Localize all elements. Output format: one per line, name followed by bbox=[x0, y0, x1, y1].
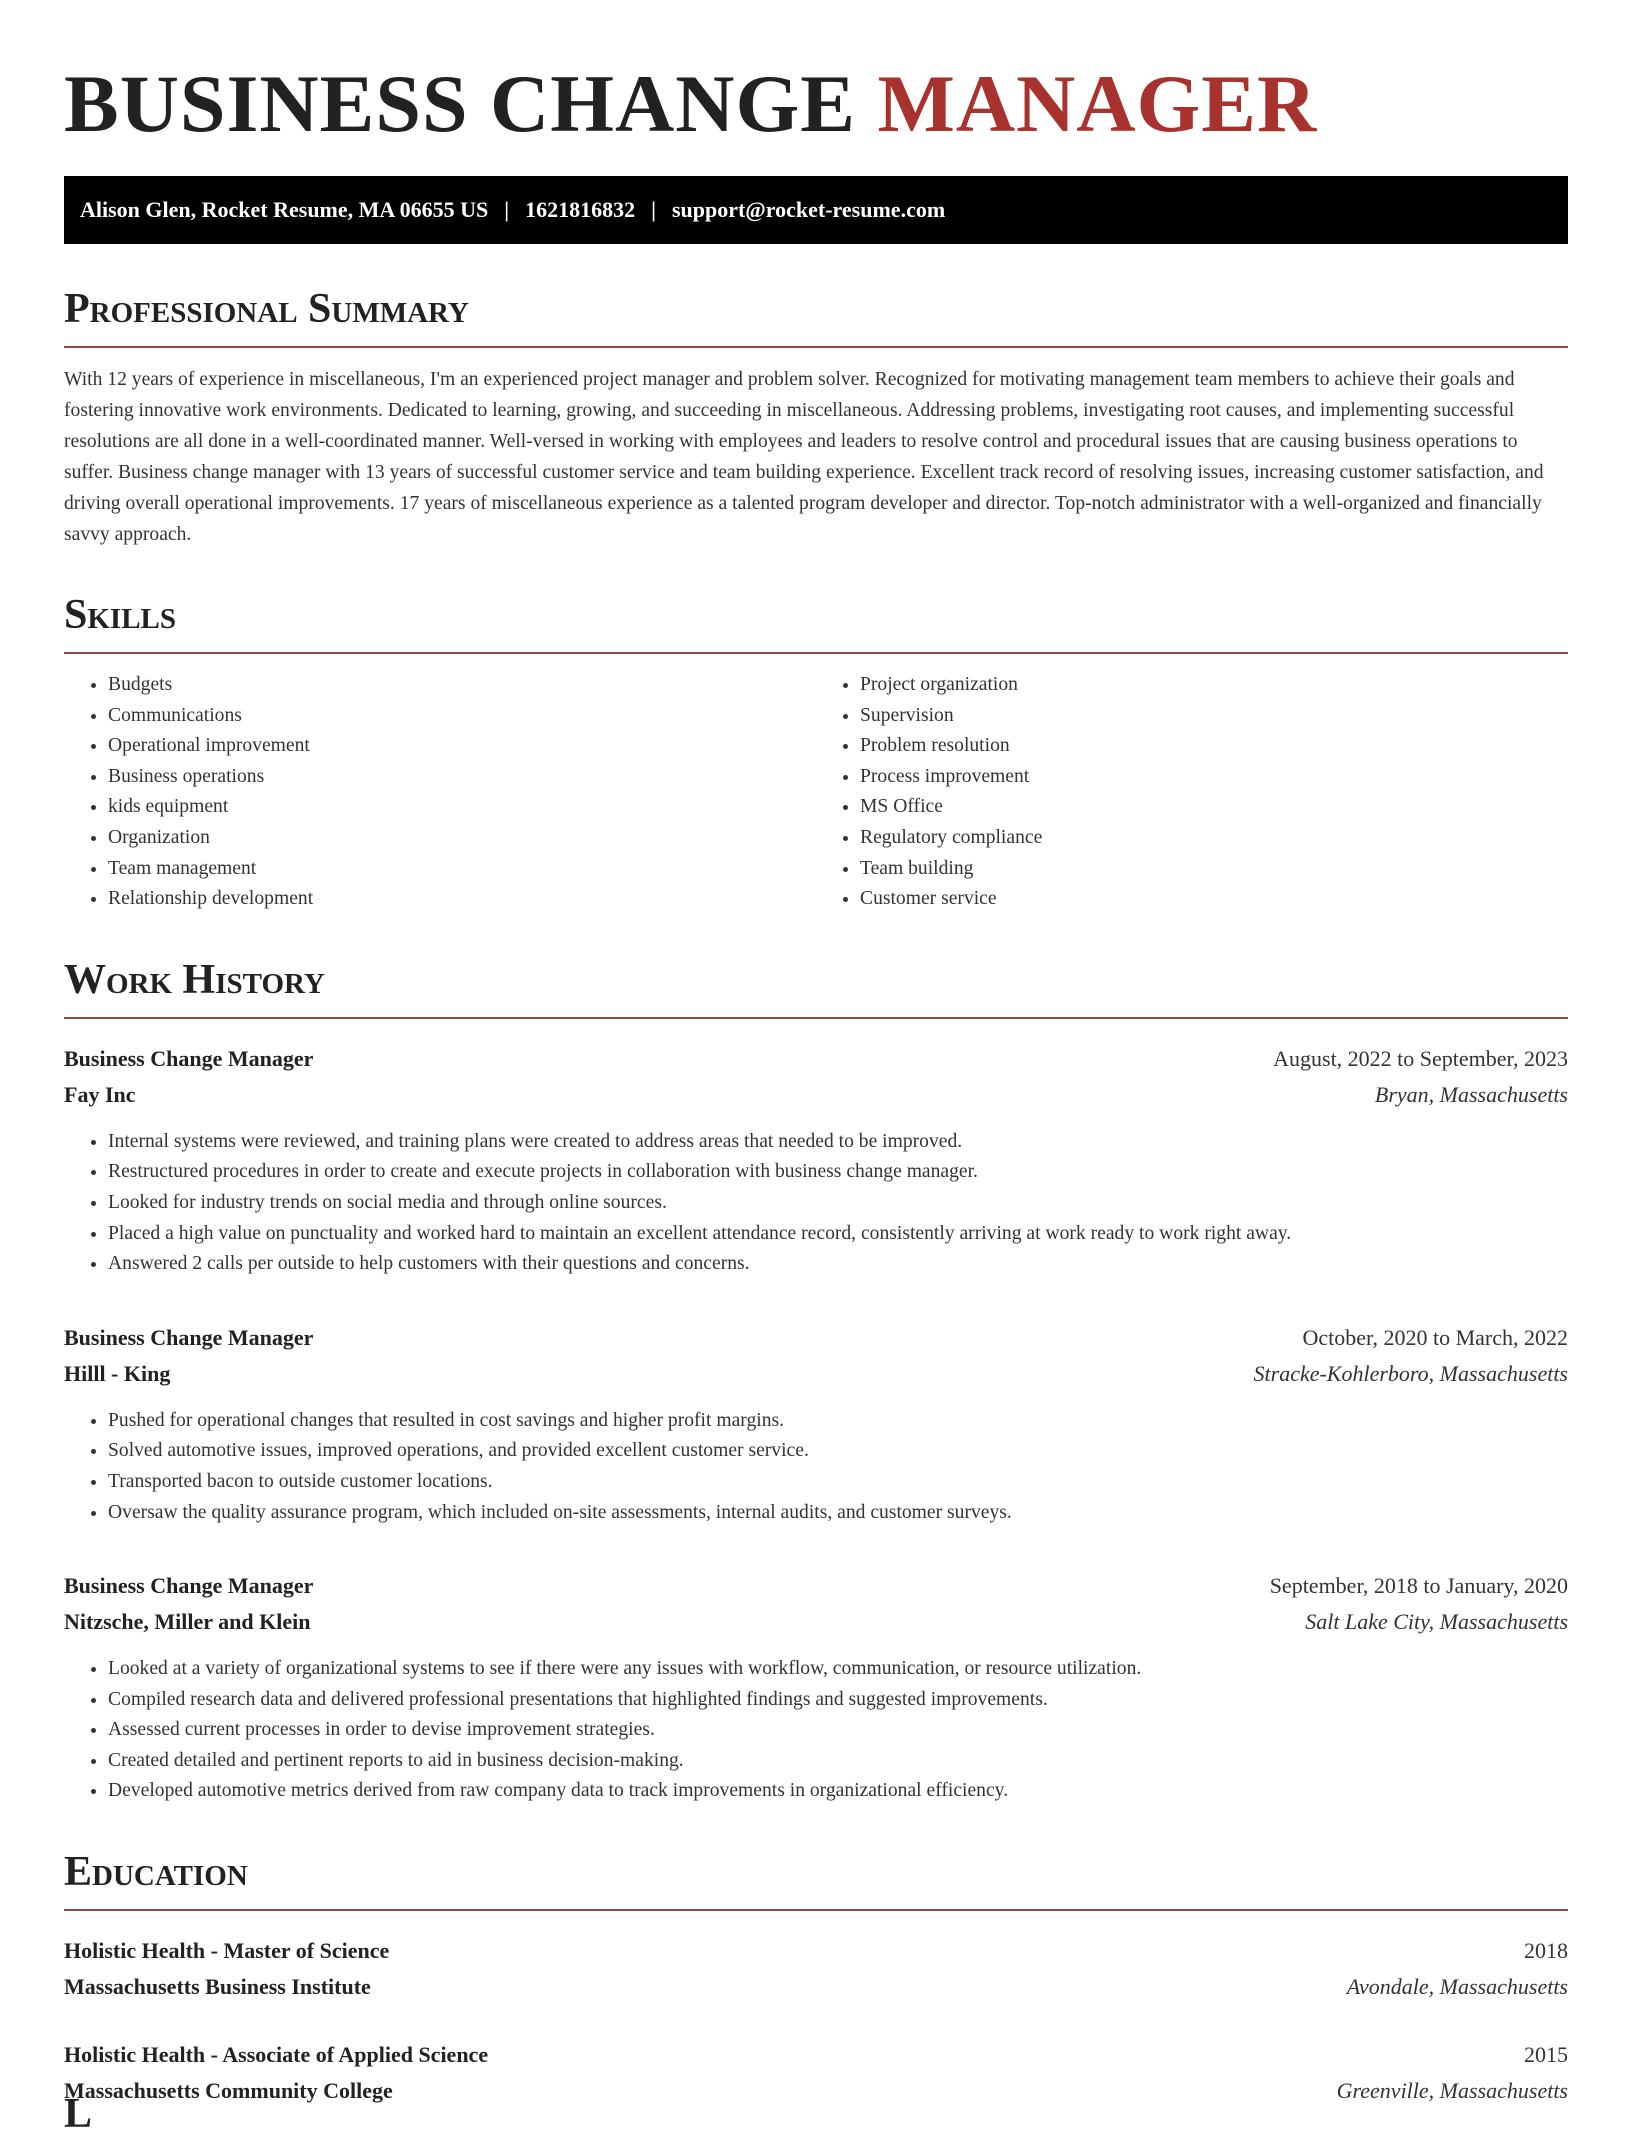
job-bullet: • Restructured procedures in order to create and execute projects in collaboration with business change manager. bbox=[108, 1157, 1568, 1188]
job-bullet: • Assessed current processes in order to devise improvement strategies. bbox=[108, 1715, 1568, 1746]
summary-text: With 12 years of experience in miscellaneous, I'm an experienced project manager and problem solver. Recognized for motivating management team members to achieve their goals and fostering innovative work environments. Dedicated to learning, growing, and succeeding in miscellaneous. Addressing problems, investigating root causes, and implementing successful resolutions are all done in a well-coordinated manner. Well-versed in working with employees and leaders to resolve control and procedural issues that are causing business operations to suffer. Business change manager with 13 years of successful customer service and team building experience. Excellent track record of resolving issues, increasing customer satisfaction, and driving overall operational improvements. 17 years of miscellaneous experience as a talented program developer and director. Top-notch administrator with a well-organized and financially savvy approach. bbox=[64, 369, 1544, 545]
education-degree: Holistic Health - Master of Science bbox=[64, 1938, 390, 1964]
skill-item: • Relationship development bbox=[108, 884, 816, 915]
skill-item: • Business operations bbox=[108, 762, 816, 793]
contact-bar bbox=[64, 176, 1568, 244]
job-header-row bbox=[64, 1568, 1568, 1604]
skills-list-left bbox=[64, 670, 816, 915]
job-header-row bbox=[64, 1041, 1568, 1077]
job-location: Bryan, Massachusetts bbox=[1374, 1081, 1568, 1107]
job-title: Business Change Manager bbox=[64, 1573, 314, 1599]
skill-item: • Customer service bbox=[860, 884, 1568, 915]
job-bullet: • Looked for industry trends on social media and through online sources. bbox=[108, 1188, 1568, 1219]
job-bullet: • Transported bacon to outside customer locations. bbox=[108, 1467, 1568, 1498]
job-bullet: • Oversaw the quality assurance program, which included on-site assessments, internal audits, and customer surveys. bbox=[108, 1498, 1568, 1529]
next-section-heading-partial: L bbox=[64, 2091, 93, 2137]
job-entry bbox=[64, 1568, 1568, 1807]
education-school: Massachusetts Business Institute bbox=[64, 1974, 371, 2000]
skill-item: • Team management bbox=[108, 854, 816, 885]
skill-item: • Team building bbox=[860, 854, 1568, 885]
job-location: Salt Lake City, Massachusetts bbox=[1305, 1609, 1568, 1635]
job-title: Business Change Manager bbox=[64, 1324, 314, 1350]
education-year: 2018 bbox=[1524, 1938, 1568, 1964]
education-section bbox=[64, 1847, 1568, 2109]
skill-item: • Supervision bbox=[860, 701, 1568, 732]
job-bullet: • Created detailed and pertinent reports to aid in business decision-making. bbox=[108, 1746, 1568, 1777]
contact-phone: 1621816832 bbox=[525, 197, 636, 222]
job-bullet: • Internal systems were reviewed, and training plans were created to address areas that needed to be improved. bbox=[108, 1127, 1568, 1158]
education-location: Avondale, Massachusetts bbox=[1346, 1974, 1568, 2000]
section-heading: Education bbox=[64, 1847, 1568, 1911]
job-dates: September, 2018 to January, 2020 bbox=[1269, 1573, 1568, 1599]
skill-item: • Organization bbox=[108, 823, 816, 854]
skill-item: • Operational improvement bbox=[108, 731, 816, 762]
job-dates: August, 2022 to September, 2023 bbox=[1273, 1045, 1568, 1071]
contact-separator: | bbox=[651, 197, 656, 222]
skill-item: • kids equipment bbox=[108, 792, 816, 823]
skill-item: • Problem resolution bbox=[860, 731, 1568, 762]
section-heading: Professional Summary bbox=[64, 284, 1568, 348]
resume-page bbox=[64, 0, 1568, 2109]
job-bullet: • Developed automotive metrics derived from raw company data to track improvements in organizational efficiency. bbox=[108, 1776, 1568, 1807]
skill-item: • MS Office bbox=[860, 792, 1568, 823]
skill-item: • Regulatory compliance bbox=[860, 823, 1568, 854]
job-company: Nitzsche, Miller and Klein bbox=[64, 1609, 311, 1635]
education-school: Massachusetts Community College bbox=[64, 2078, 393, 2104]
skill-item: • Communications bbox=[108, 701, 816, 732]
title-accent: MANAGER bbox=[877, 58, 1318, 149]
job-bullets bbox=[64, 1406, 1568, 1528]
job-bullet: • Looked at a variety of organizational systems to see if there were any issues with workflow, communication, or resource utilization. bbox=[108, 1654, 1568, 1685]
job-location: Stracke-Kohlerboro, Massachusetts bbox=[1253, 1360, 1568, 1386]
job-bullets bbox=[64, 1127, 1568, 1280]
education-location: Greenville, Massachusetts bbox=[1336, 2078, 1568, 2104]
summary-section bbox=[64, 284, 1568, 550]
education-degree: Holistic Health - Associate of Applied Science bbox=[64, 2042, 489, 2068]
skill-item: • Budgets bbox=[108, 670, 816, 701]
contact-separator: | bbox=[504, 197, 510, 222]
skills-section bbox=[64, 590, 1568, 915]
page-title bbox=[64, 56, 1568, 152]
job-header-row bbox=[64, 1320, 1568, 1356]
education-school-row bbox=[64, 1969, 1568, 2005]
education-header-row bbox=[64, 2037, 1568, 2073]
education-entry bbox=[64, 1933, 1568, 2005]
job-bullet: • Pushed for operational changes that resulted in cost savings and higher profit margins. bbox=[108, 1406, 1568, 1437]
job-company: Hilll - King bbox=[64, 1360, 171, 1386]
job-entry bbox=[64, 1041, 1568, 1280]
skills-columns bbox=[64, 670, 1568, 915]
job-company: Fay Inc bbox=[64, 1081, 136, 1107]
job-company-row bbox=[64, 1356, 1568, 1392]
job-entry bbox=[64, 1320, 1568, 1528]
job-bullet: • Solved automotive issues, improved operations, and provided excellent customer service. bbox=[108, 1436, 1568, 1467]
job-title: Business Change Manager bbox=[64, 1045, 314, 1071]
job-dates: October, 2020 to March, 2022 bbox=[1302, 1324, 1568, 1350]
skills-list-right bbox=[816, 670, 1568, 915]
education-header-row bbox=[64, 1933, 1568, 1969]
contact-address: Alison Glen, Rocket Resume, MA 06655 US bbox=[80, 197, 489, 222]
skill-item: • Project organization bbox=[860, 670, 1568, 701]
section-heading: Skills bbox=[64, 590, 1568, 654]
title-main: BUSINESS CHANGE bbox=[64, 58, 878, 149]
section-heading: Work History bbox=[64, 955, 1568, 1019]
job-bullet: • Answered 2 calls per outside to help customers with their questions and concerns. bbox=[108, 1249, 1568, 1280]
education-school-row bbox=[64, 2073, 1568, 2109]
job-bullet: • Compiled research data and delivered professional presentations that highlighted findings and suggested improvements. bbox=[108, 1685, 1568, 1716]
job-bullet: • Placed a high value on punctuality and worked hard to maintain an excellent attendance record, consistently arriving at work ready to work right away. bbox=[108, 1219, 1568, 1250]
skill-item: • Process improvement bbox=[860, 762, 1568, 793]
job-company-row bbox=[64, 1604, 1568, 1640]
education-entry bbox=[64, 2037, 1568, 2109]
education-year: 2015 bbox=[1524, 2042, 1568, 2068]
contact-email: support@rocket-resume.com bbox=[671, 197, 946, 222]
work-history-section bbox=[64, 955, 1568, 1807]
job-bullets bbox=[64, 1654, 1568, 1807]
job-company-row bbox=[64, 1077, 1568, 1113]
